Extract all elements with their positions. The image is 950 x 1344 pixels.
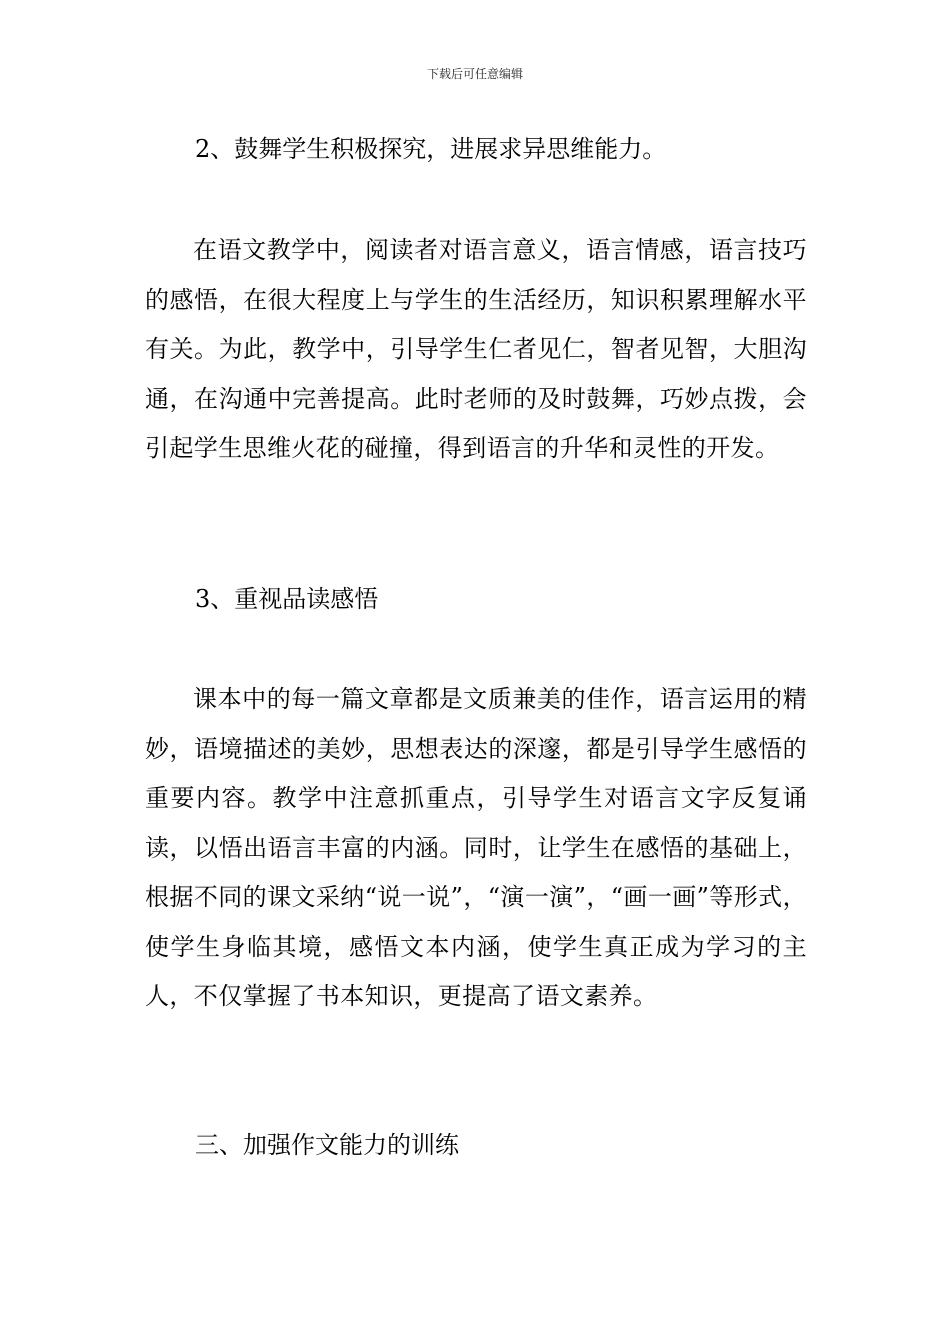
heading-item-2: 2、鼓舞学生积极探究，进展求异思维能力。 [195,135,667,163]
section-heading-3: 三、加强作文能力的训练 [195,1131,459,1159]
body-paragraph-1: 在语文教学中，阅读者对语言意义，语言情感，语言技巧的感悟，在很大程度上与学生的生活经历，知识积累理解水平有关。为此，教学中，引导学生仁者见仁，智者见智，大胆沟通，在沟通中完善提高。此时老师的及时鼓舞，巧妙点拨，会引起学生思维火花的碰撞，得到语言的升华和灵性的开发。 [145,236,807,462]
body-paragraph-2: 课本中的每一篇文章都是文质兼美的佳作，语言运用的精妙，语境描述的美妙，思想表达的深邃，都是引导学生感悟的重要内容。教学中注意抓重点，引导学生对语言文字反复诵读，以悟出语言丰富的内涵。同时，让学生在感悟的基础上，根据不同的课文采纳“说一说”，“演一演”，“画一画”等形式，使学生身临其境，感悟文本内涵，使学生真正成为学习的主人，不仅掌握了书本知识，更提高了语文素养。 [145,685,807,1010]
heading-item-3: 3、重视品读感悟 [195,585,379,613]
page-header-note: 下载后可任意编辑 [426,67,523,81]
